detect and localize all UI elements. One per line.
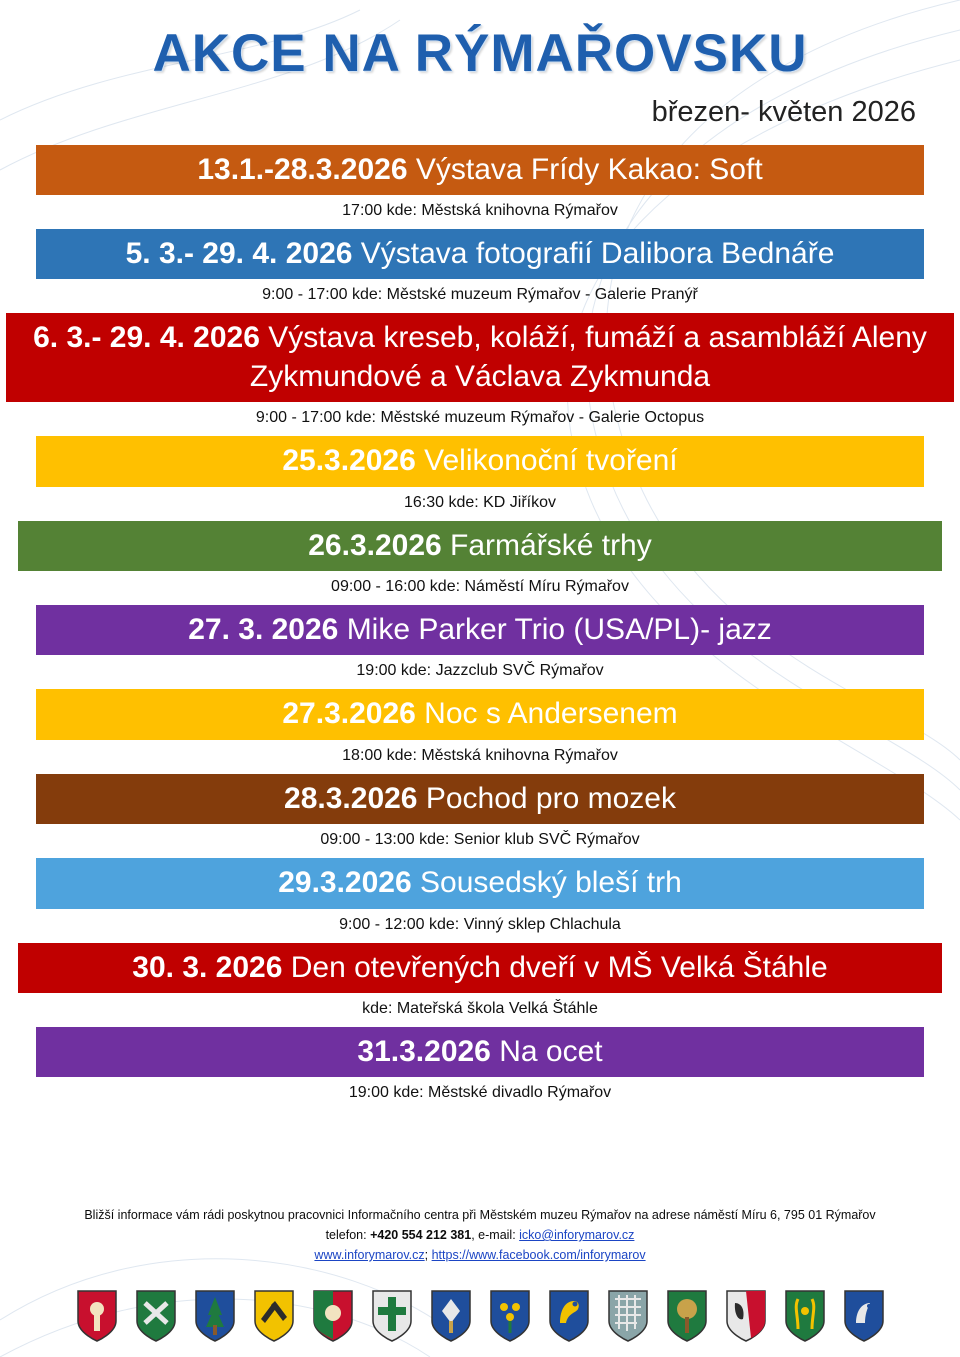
crest-ryzoviste-icon xyxy=(548,1289,590,1343)
crest-mala-stahle-icon xyxy=(430,1289,472,1343)
event-name: Sousedský bleší trh xyxy=(420,866,682,900)
footer-contact-info xyxy=(0,1205,960,1265)
event-name: Výstava fotografií Dalibora Bednáře xyxy=(360,237,835,271)
event-name: Výstava kreseb, koláží, fumáží a asambláží Aleny Zykmundové a Václava Zykmunda xyxy=(249,321,927,393)
event-bar xyxy=(18,521,942,571)
crest-velka-stahle-icon xyxy=(725,1289,767,1343)
event-name: Pochod pro mozek xyxy=(425,781,676,815)
event-bar xyxy=(36,436,924,486)
event-bar xyxy=(36,858,924,908)
event-date: 6. 3.- 29. 4. 2026 xyxy=(33,321,269,355)
event-meta: 19:00 kde: Městské divadlo Rýmařov xyxy=(348,1084,612,1102)
event-date: 25.3.2026 xyxy=(282,444,425,478)
event-name: Farmářské trhy xyxy=(450,528,652,562)
footer-line-contact xyxy=(0,1225,960,1245)
event-meta: 9:00 - 12:00 kde: Vinný sklep Chlachula xyxy=(339,915,621,933)
footer-phone-number: +420 554 212 381 xyxy=(370,1228,472,1242)
crest-jirikov-icon xyxy=(312,1289,354,1343)
event-meta: 17:00 kde: Městská knihovna Rýmařov xyxy=(342,202,618,220)
footer-phone-label: telefon: xyxy=(325,1228,371,1242)
event-name: Noc s Andersenem xyxy=(424,697,678,731)
events-list xyxy=(0,145,960,1112)
crest-vajglov-icon xyxy=(784,1289,826,1343)
event-bar xyxy=(36,145,924,195)
footer-link-separator: ; xyxy=(424,1248,432,1262)
list-item xyxy=(0,521,960,605)
event-name: Výstava Frídy Kakao: Soft xyxy=(415,152,763,186)
crest-mala-moravka-icon xyxy=(489,1289,531,1343)
event-bar xyxy=(36,689,924,739)
event-date: 31.3.2026 xyxy=(357,1034,500,1068)
event-meta: 16:30 kde: KD Jiříkov xyxy=(403,493,557,511)
crest-stranske-icon xyxy=(843,1289,885,1343)
event-date: 27. 3. 2026 xyxy=(188,612,347,646)
event-meta: 19:00 kde: Jazzclub SVČ Rýmařov xyxy=(356,662,604,680)
municipal-crests-row xyxy=(0,1289,960,1343)
event-meta: 09:00 - 13:00 kde: Senior klub SVČ Rýmařov xyxy=(320,831,640,849)
event-meta: 9:00 - 17:00 kde: Městské muzeum Rýmařov - Galerie Pranýř xyxy=(262,286,698,304)
event-bar xyxy=(36,774,924,824)
event-bar xyxy=(6,313,954,402)
list-item xyxy=(0,605,960,689)
poster-header xyxy=(0,0,960,129)
event-bar xyxy=(36,605,924,655)
event-bar xyxy=(18,943,942,993)
crest-horni-mesto-icon xyxy=(253,1289,295,1343)
footer-website-link[interactable]: www.inforymarov.cz xyxy=(314,1248,425,1262)
list-item xyxy=(0,313,960,436)
list-item xyxy=(0,229,960,313)
list-item xyxy=(0,689,960,773)
event-meta: kde: Mateřská škola Velká Štáhle xyxy=(362,999,598,1017)
list-item xyxy=(0,1027,960,1111)
event-date: 30. 3. 2026 xyxy=(132,950,291,984)
event-date: 5. 3.- 29. 4. 2026 xyxy=(125,237,361,271)
crest-tvrdkov-icon xyxy=(666,1289,708,1343)
event-date: 28.3.2026 xyxy=(284,781,426,815)
event-bar xyxy=(36,229,924,279)
list-item xyxy=(0,436,960,520)
crest-lomnice-icon xyxy=(371,1289,413,1343)
crest-dolni-moravice-icon xyxy=(194,1289,236,1343)
list-item xyxy=(0,145,960,229)
event-date: 27.3.2026 xyxy=(282,697,425,731)
list-item xyxy=(0,858,960,942)
footer-email-link[interactable]: icko@inforymarov.cz xyxy=(519,1228,635,1242)
footer-line-links xyxy=(0,1245,960,1265)
crest-stare-mesto-icon xyxy=(607,1289,649,1343)
page-title: AKCE NA RÝMAŘOVSKU xyxy=(152,24,808,83)
crest-breznna-icon xyxy=(135,1289,177,1343)
event-name: Velikonoční tvoření xyxy=(424,444,678,478)
crest-rymarov-icon xyxy=(76,1289,118,1343)
event-meta: 18:00 kde: Městská knihovna Rýmařov xyxy=(342,746,618,764)
event-date: 26.3.2026 xyxy=(308,528,451,562)
event-meta: 09:00 - 16:00 kde: Náměstí Míru Rýmařov xyxy=(331,577,629,595)
event-date: 13.1.-28.3.2026 xyxy=(197,152,416,186)
event-name: Na ocet xyxy=(499,1034,603,1068)
footer-facebook-link[interactable]: https://www.facebook.com/inforymarov xyxy=(431,1248,646,1262)
event-name: Mike Parker Trio (USA/PL)- jazz xyxy=(346,612,772,646)
event-name: Den otevřených dveří v MŠ Velká Štáhle xyxy=(290,950,828,984)
event-meta: 9:00 - 17:00 kde: Městské muzeum Rýmařov - Galerie Octopus xyxy=(255,409,705,427)
list-item xyxy=(0,774,960,858)
footer-email-label: , e-mail: xyxy=(471,1228,520,1242)
list-item xyxy=(0,943,960,1027)
footer-line-info: Bližší informace vám rádi poskytnou pracovnici Informačního centra při Městském muzeu Rýmařov na adrese náměstí Míru 6, 795 01 Rýmařov xyxy=(84,1208,876,1222)
poster-subtitle: březen- květen 2026 xyxy=(651,95,916,128)
event-date: 29.3.2026 xyxy=(278,866,420,900)
event-bar xyxy=(36,1027,924,1077)
